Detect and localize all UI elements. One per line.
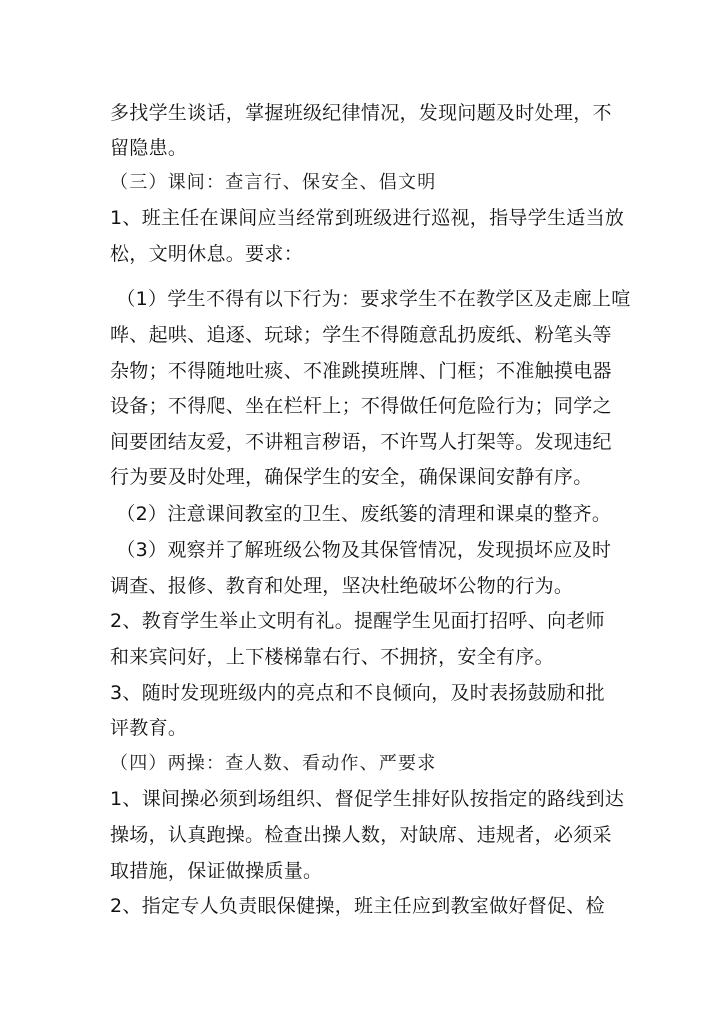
text-line: 哗、起哄、追逐、玩球；学生不得随意乱扔废纸、粉笔头等 bbox=[110, 324, 612, 346]
text-line: 和来宾问好，上下楼梯靠右行、不拥挤，安全有序。 bbox=[110, 646, 554, 668]
text-line: 3、随时发现班级内的亮点和不良倾向，及时表扬鼓励和批 bbox=[110, 682, 605, 704]
text-line: 2、指定专人负责眼保健操，班主任应到教室做好督促、检 bbox=[110, 895, 605, 917]
text-line: （1）学生不得有以下行为：要求学生不在教学区及走廊上喧 bbox=[110, 288, 631, 310]
text-line: （2）注意课间教室的卫生、废纸篓的清理和课桌的整齐。 bbox=[110, 503, 612, 525]
text-line: 行为要及时处理，确保学生的安全，确保课间安静有序。 bbox=[110, 466, 593, 488]
text-line: 操场，认真跑操。检查出操人数，对缺席、违规者，必须采 bbox=[110, 824, 612, 846]
text-line: 评教育。 bbox=[110, 717, 188, 739]
text-line: 间要团结友爱，不讲粗言秽语，不许骂人打架等。发现违纪 bbox=[110, 431, 612, 453]
text-line: 1、班主任在课间应当经常到班级进行巡视，指导学生适当放 bbox=[110, 207, 625, 229]
text-line: 调查、报修、教育和处理，坚决杜绝破坏公物的行为。 bbox=[110, 575, 574, 597]
section-heading: （四）两操：查人数、看动作、严要求 bbox=[110, 753, 437, 774]
text-line: 取措施，保证做操质量。 bbox=[110, 860, 323, 882]
text-line: 松，文明休息。要求： bbox=[110, 243, 304, 265]
text-line: 1、课间操必须到场组织、督促学生排好队按指定的路线到达 bbox=[110, 788, 625, 810]
section-heading: （三）课间：查言行、保安全、倡文明 bbox=[110, 172, 437, 193]
text-line: 设备；不得爬、坐在栏杆上；不得做任何危险行为；同学之 bbox=[110, 395, 612, 417]
text-line: 留隐患。 bbox=[110, 137, 188, 159]
text-line: 2、教育学生举止文明有礼。提醒学生见面打招呼、向老师 bbox=[110, 610, 605, 632]
text-line: 杂物；不得随地吐痰、不准跳摸班牌、门框；不准触摸电器 bbox=[110, 360, 612, 382]
text-line: 多找学生谈话，掌握班级纪律情况，发现问题及时处理，不 bbox=[110, 102, 612, 124]
text-line: （3）观察并了解班级公物及其保管情况，发现损坏应及时 bbox=[110, 539, 612, 561]
